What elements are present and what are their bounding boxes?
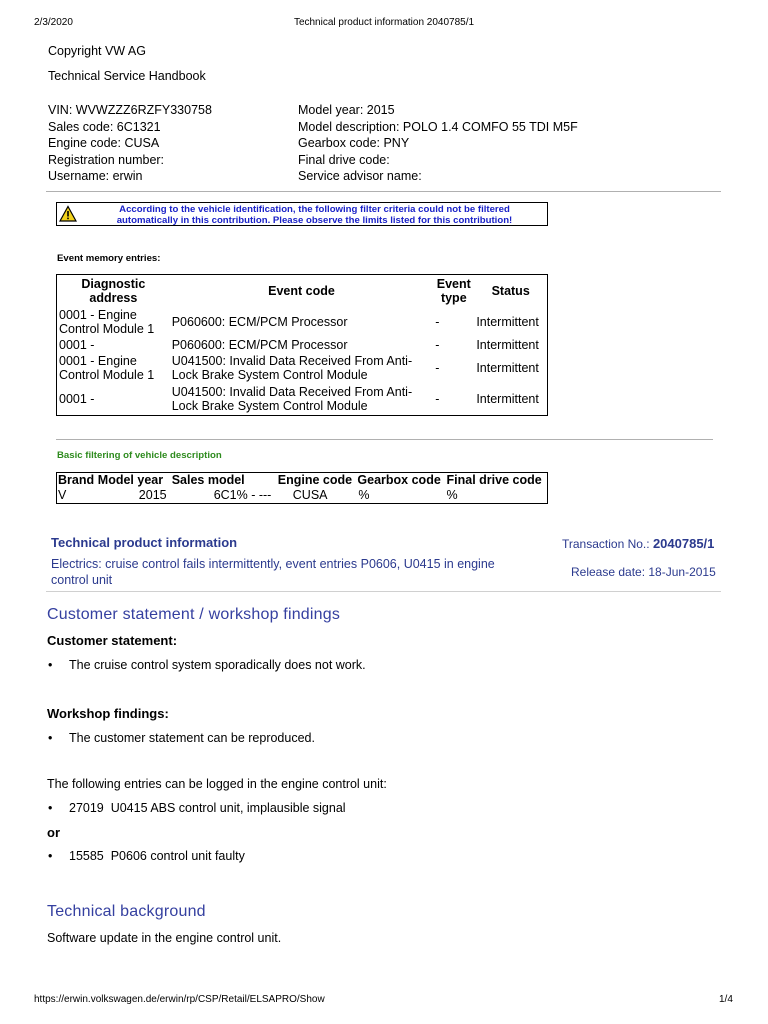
vehicle-info-left [48,102,212,185]
col-event-code: Event code [268,284,335,298]
print-date: 2/3/2020 [34,17,73,28]
table-header-row: Brand Model year Sales model Engine code Gearbox code Final drive code [58,473,542,487]
table-row: 0001 - Engine Control Module 1 P060600: ECM/PCM Processor - Intermittent [59,307,539,336]
basic-filter-title: Basic filtering of vehicle description [57,450,222,461]
tpi-subject: Electrics: cruise control fails intermittently, event entries P0606, U0415 in engine control unit [51,557,495,587]
divider [46,191,721,192]
table-row: 0001 - Engine Control Module 1 U041500: Invalid Data Received From Anti- Lock Brake System Control Module - Intermittent [59,354,539,382]
engine-code: Engine code: CUSA [48,136,160,150]
copyright: Copyright VW AG [48,44,146,58]
findings-heading: Customer statement / workshop findings [47,606,341,623]
vin: VIN: WVWZZZ6RZFY330758 [48,103,212,117]
col-event-type: Event type [436,277,471,305]
bullet-icon: • [48,801,53,815]
final-drive-code: Final drive code: [298,152,390,167]
workshop-findings-label: Workshop findings: [47,706,169,721]
gearbox-code: Gearbox code: PNY [298,136,410,150]
basic-filter-table [56,472,548,504]
model-year: Model year: 2015 [298,103,395,117]
entry-1: 27019 U0415 ABS control unit, implausible signal [69,801,346,815]
entries-intro: The following entries can be logged in the engine control unit: [47,777,387,791]
col-diagnostic-address: Diagnostic address [81,277,146,305]
or-label: or [47,825,60,840]
event-memory-title: Event memory entries: [57,253,161,264]
print-footer-url: https://erwin.volkswagen.de/erwin/rp/CSP/Retail/ELSAPRO/Show [34,994,325,1005]
release-date: Release date: 18-Jun-2015 [571,565,716,579]
tpi-heading: Technical product information [51,535,238,550]
table-row: 0001 - U041500: Invalid Data Received From Anti- Lock Brake System Control Module - Intermittent [59,384,539,413]
username: Username: erwin [48,169,143,183]
table-row: V 2015 6C1% - --- CUSA % % [58,488,458,502]
event-memory-table [56,274,548,416]
sales-code: Sales code: 6C1321 [48,119,161,134]
warning-line-1: According to the vehicle identification, the following filter criteria could not be filtered [119,204,510,215]
filter-warning-box [56,202,548,226]
model-description: Model description: POLO 1.4 COMFO 55 TDI M5F [298,119,578,134]
customer-statement-item: The cruise control system sporadically does not work. [69,658,366,672]
bullet-icon: • [48,849,53,863]
service-advisor: Service advisor name: [298,169,422,183]
divider [46,591,721,592]
divider [56,439,713,440]
customer-statement-label: Customer statement: [47,633,178,648]
warning-triangle-icon [59,205,77,223]
col-status: Status [491,284,530,298]
page-number: 1/4 [719,994,733,1005]
table-header-row [57,275,548,308]
transaction-number: Transaction No.: 2040785/1 [562,536,715,551]
handbook-title: Technical Service Handbook [48,69,206,83]
entry-2: 15585 P0606 control unit faulty [69,849,245,863]
warning-line-2: automatically in this contribution. Please observe the limits listed for this contribution! [116,215,513,226]
technical-background-heading: Technical background [47,903,206,920]
warning-text [87,204,542,226]
vehicle-info-right [298,102,578,185]
workshop-findings-item: The customer statement can be reproduced. [69,731,315,745]
registration-number: Registration number: [48,152,165,167]
technical-background-text: Software update in the engine control unit. [47,931,282,945]
bullet-icon: • [48,731,53,745]
print-title: Technical product information 2040785/1 [293,17,475,28]
bullet-icon: • [48,658,53,672]
table-row: 0001 - P060600: ECM/PCM Processor - Intermittent [59,337,539,352]
